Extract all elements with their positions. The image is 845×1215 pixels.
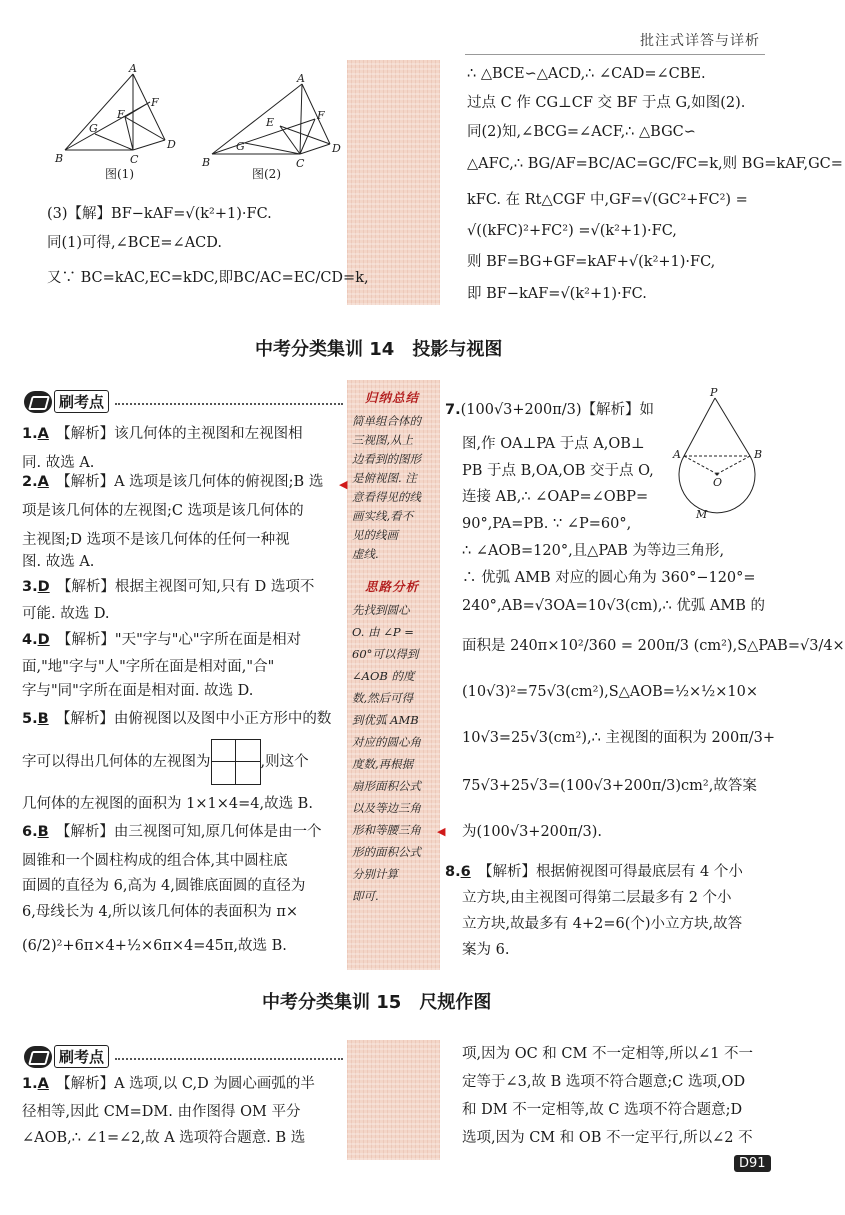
fig2-label-f: F (317, 109, 325, 122)
side-analysis-7: 度数,再根据 (352, 757, 414, 771)
q7-line-2: PB 于点 B,OA,OB 交于点 O, (462, 463, 654, 479)
fig1-caption: 图(1) (105, 167, 134, 181)
pen-icon (24, 391, 52, 413)
section-14-badge (24, 390, 109, 413)
geometry-figure-2 (200, 74, 350, 184)
q8-line-1: 立方块,由主视图可得第二层最多有 2 个小 (462, 890, 732, 906)
q7-line-5: ∴ ∠AOB=120°,且△PAB 为等边三角形, (462, 543, 725, 559)
circle-label-a: A (673, 448, 681, 461)
fig2-caption: 图(2) (252, 167, 281, 181)
fig1-label-f: F (151, 96, 159, 109)
pen-icon (24, 1046, 52, 1068)
top-right-line-1: 过点 C 作 CG⊥CF 交 BF 于点 G,如图(2). (467, 95, 746, 111)
side-analysis-13: 即可. (352, 889, 379, 903)
section-15-title: 中考分类集训 15 尺规作图 (262, 992, 492, 1013)
q7: 7.(100√3+200π/3)【解析】如 (445, 402, 655, 418)
q5-line-3: 几何体的左视图的面积为 1×1×4=4,故选 B. (22, 796, 313, 812)
s15-right-line-3: 选项,因为 CM 和 OB 不一定平行,所以∠2 不 (462, 1130, 753, 1146)
page-number: D91 (734, 1155, 771, 1172)
q4-line-2: 面,"地"字与"人"字所在面是相对面,"合" (22, 659, 275, 675)
s15-right-line-2: 和 DM 不一定相等,故 C 选项不符合题意;D (462, 1102, 743, 1118)
s15-right-line-0: 项,因为 OC 和 CM 不一定相等,所以∠1 不一 (462, 1046, 754, 1062)
fig1-label-e: E (117, 108, 126, 121)
badge-dotted-rule (115, 403, 343, 405)
q2-line-3: 主视图;D 选项不是该几何体的任何一种视 (22, 532, 290, 548)
running-header: 批注式详答与详析 (640, 33, 760, 49)
q6: 6.B 【解析】由三视图可知,原几何体是由一个 (22, 824, 322, 840)
circle-label-p: P (710, 386, 718, 399)
section-14-title: 中考分类集训 14 投影与视图 (255, 339, 503, 360)
side-analysis-1: O. 由 ∠P = (352, 625, 414, 639)
q8-line-2: 立方块,故最多有 4+2=6(个)小立方块,故答 (462, 916, 743, 932)
side-summary-6: 见的线画 (352, 528, 398, 542)
side-summary-0: 简单组合体的 (352, 414, 421, 428)
q7-line-8: 面积是 240π×10²/360 = 200π/3 (cm²),S△PAB=√3/4× (462, 638, 845, 654)
q6-line-5: (6/2)²+6π×4+½×6π×4=45π,故选 B. (22, 938, 287, 954)
side-analysis-5: 到优弧 AMB (352, 713, 419, 727)
circle-label-b: B (754, 448, 763, 461)
q7-line-7: 240°,AB=√3OA=10√3(cm),∴ 优弧 AMB 的 (462, 598, 766, 614)
q7-line-11: 75√3+25√3=(100√3+200π/3)cm²,故答案 (462, 778, 757, 794)
side-summary-7: 虚线. (352, 547, 379, 561)
margin-strip-bottom (347, 1040, 440, 1160)
s15-q1-line-2: ∠AOB,∴ ∠1=∠2,故 A 选项符合题意. B 选 (22, 1130, 306, 1146)
q3-line-2: 可能. 故选 D. (22, 606, 110, 622)
q2-line-4: 图. 故选 A. (22, 554, 95, 570)
fig1-label-c: C (130, 153, 139, 166)
q7-line-12: 为(100√3+200π/3). (462, 824, 603, 840)
fig2-label-g: G (236, 140, 245, 153)
q4: 4.D 【解析】"天"字与"心"字所在面是相对 (22, 632, 302, 648)
q8-line-3: 案为 6. (462, 942, 510, 958)
top-right-line-7: 即 BF−kAF=√(k²+1)·FC. (467, 286, 647, 302)
pointer-arrow-2: ◀ (437, 825, 446, 838)
circle-label-o: O (713, 476, 723, 489)
side-summary-5: 画实线,看不 (352, 509, 414, 523)
side-summary-4: 意看得见的线 (352, 490, 421, 504)
geometry-figure-1 (55, 62, 185, 182)
fig1-label-a: A (129, 62, 137, 75)
side-analysis-6: 对应的圆心角 (352, 735, 421, 749)
fig2-label-e: E (266, 116, 275, 129)
fig1-label-b: B (55, 152, 64, 165)
fig1-label-g: G (89, 122, 98, 135)
side-title-summary: 归纳总结 (365, 390, 420, 405)
s15-q1: 1.A 【解析】A 选项,以 C,D 为圆心画弧的半 (22, 1076, 315, 1092)
fig2-label-b: B (202, 156, 211, 169)
top-right-line-0: ∴ △BCE∽△ACD,∴ ∠CAD=∠CBE. (467, 66, 706, 82)
header-rule (465, 54, 765, 55)
q6-line-2: 圆锥和一个圆柱构成的组合体,其中圆柱底 (22, 853, 288, 869)
q4-line-3: 字与"同"字所在面是相对面. 故选 D. (22, 683, 254, 699)
top-right-line-6: 则 BF=BG+GF=kAF+√(k²+1)·FC, (467, 254, 716, 270)
q5-line-2: 字可以得出几何体的左视图为 ,则这个 (22, 737, 309, 787)
fig2-label-c: C (296, 157, 305, 170)
q7-line-1: 图,作 OA⊥PA 于点 A,OB⊥ (462, 436, 645, 452)
q6-line-4: 6,母线长为 4,所以该几何体的表面积为 π× (22, 904, 299, 920)
q2: 2.A 【解析】A 选项是该几何体的俯视图;B 选 (22, 474, 324, 490)
top-left-line-1: 同(1)可得,∠BCE=∠ACD. (47, 235, 222, 251)
pointer-arrow: ◀ (339, 478, 348, 491)
top-right-line-3: △AFC,∴ BG/AF=BC/AC=GC/FC=k,则 BG=kAF,GC= (467, 156, 843, 172)
q1-line-2: 同. 故选 A. (22, 455, 95, 471)
fig2-label-d: D (332, 142, 341, 155)
top-left-line-0: (3)【解】BF−kAF=√(k²+1)·FC. (47, 206, 272, 222)
side-analysis-8: 扇形面积公式 (352, 779, 421, 793)
side-summary-3: 是俯视图. 注 (352, 471, 417, 485)
q3: 3.D 【解析】根据主视图可知,只有 D 选项不 (22, 579, 315, 595)
q7-line-10: 10√3=25√3(cm²),∴ 主视图的面积为 200π/3+ (462, 730, 775, 746)
side-summary-1: 三视图,从上 (352, 433, 414, 447)
badge-dotted-rule-2 (115, 1058, 343, 1060)
side-analysis-4: 数,然后可得 (352, 691, 414, 705)
side-title-analysis: 思路分析 (365, 579, 420, 594)
badge-label: 刷考点 (54, 1045, 109, 1068)
q7-line-4: 90°,PA=PB. ∵ ∠P=60°, (462, 516, 632, 532)
q6-line-3: 面圆的直径为 6,高为 4,圆锥底面圆的直径为 (22, 878, 306, 894)
q8: 8.6 【解析】根据俯视图可得最底层有 4 个小 (445, 864, 743, 880)
top-right-line-5: √((kFC)²+FC²) =√(k²+1)·FC, (467, 223, 677, 239)
side-analysis-2: 60°可以得到 (352, 647, 419, 661)
top-right-line-4: kFC. 在 Rt△CGF 中,GF=√(GC²+FC²) = (467, 192, 748, 208)
circle-figure (670, 386, 780, 526)
fig2-label-a: A (297, 72, 305, 85)
q2-line-2: 项是该几何体的左视图;C 选项是该几何体的 (22, 503, 304, 519)
fig1-label-d: D (167, 138, 176, 151)
s15-q1-line-1: 径相等,因此 CM=DM. 由作图得 OM 平分 (22, 1104, 301, 1120)
q7-line-9: (10√3)²=75√3(cm²),S△AOB=½×½×10× (462, 684, 758, 700)
top-right-line-2: 同(2)知,∠BCG=∠ACF,∴ △BGC∽ (467, 124, 696, 140)
side-summary-2: 边看到的图形 (352, 452, 421, 466)
q1: 1.A 【解析】该几何体的主视图和左视图相 (22, 426, 303, 442)
s15-right-line-1: 定等于∠3,故 B 选项不符合题意;C 选项,OD (462, 1074, 746, 1090)
circle-label-m: M (696, 508, 708, 521)
section-15-badge (24, 1045, 109, 1068)
q5: 5.B 【解析】由俯视图以及图中小正方形中的数 (22, 711, 332, 727)
top-left-line-2: 又∵ BC=kAC,EC=kDC,即BC/AC=EC/CD=k, (47, 270, 369, 286)
side-analysis-0: 先找到圆心 (352, 603, 410, 617)
badge-label: 刷考点 (54, 390, 109, 413)
side-analysis-9: 以及等边三角 (352, 801, 421, 815)
q7-line-3: 连接 AB,∴ ∠OAP=∠OBP= (462, 489, 649, 505)
side-analysis-3: ∠AOB 的度 (352, 669, 415, 683)
side-analysis-11: 形的面积公式 (352, 845, 421, 859)
left-view-grid (211, 739, 261, 785)
side-analysis-10: 形和等腰三角 (352, 823, 421, 837)
q7-line-6: ∴ 优弧 AMB 对应的圆心角为 360°−120°= (462, 570, 756, 586)
side-analysis-12: 分别计算 (352, 867, 398, 881)
